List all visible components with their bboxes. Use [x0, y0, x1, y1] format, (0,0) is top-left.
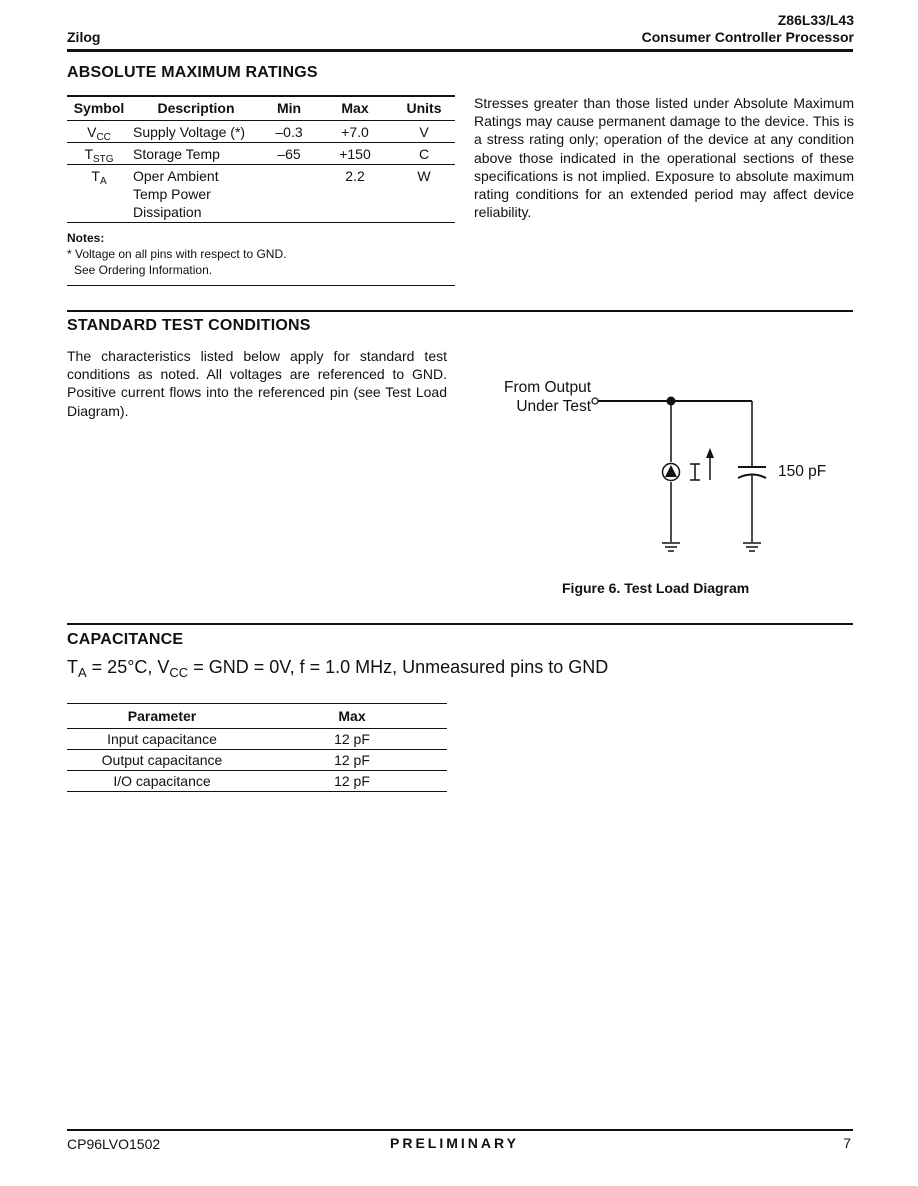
- amr-col-max: Max: [317, 96, 393, 120]
- amr-table: [67, 95, 455, 223]
- note-line: See Ordering Information.: [74, 263, 213, 277]
- amr-col-units: Units: [393, 96, 455, 120]
- ground-icon: [662, 543, 680, 551]
- header-rule: [67, 49, 853, 52]
- note-line: * Voltage on all pins with respect to GND.: [67, 247, 287, 261]
- figure-caption: Figure 6. Test Load Diagram: [562, 580, 750, 596]
- stress-paragraph: Stresses greater than those listed under Absolute Maximum Ratings may cause permanent damage to the device. This is a stress rating only; operation of the device at any condition above those indicated in the operational sections of these specifications is not implied. Exposure to absolute maximum rating conditions for an extended period may affect device reliability.: [474, 95, 854, 221]
- cap-max: 12 pF: [257, 750, 447, 771]
- cap-parameter: Output capacitance: [67, 750, 257, 771]
- amr-notes: [67, 230, 455, 278]
- amr-symbol: $T_{STG}$: [67, 142, 131, 164]
- ground-icon: [743, 543, 761, 551]
- cap-parameter: I/O capacitance: [113, 773, 211, 789]
- test-load-diagram: [490, 370, 850, 570]
- amr-description: Supply Voltage (*): [131, 120, 261, 142]
- cap-title: CAPACITANCE: [67, 631, 184, 648]
- amr-symbol: $V_{CC}$: [67, 120, 131, 142]
- cap-col-parameter: Parameter: [67, 704, 257, 729]
- amr-max: +150: [317, 142, 393, 164]
- footer-status: PRELIMINARY: [390, 1135, 519, 1151]
- amr-min: –65: [261, 142, 317, 164]
- cap-max: 12 pF: [334, 773, 370, 789]
- stc-rule: [67, 310, 853, 312]
- amr-description: Storage Temp: [131, 142, 261, 164]
- cap-conditions: $T_A = 25^\circ C$, $V_{CC}$ = GND = 0V, f = 1.0 MHz, Unmeasured pins to GND: [67, 657, 609, 680]
- amr-symbol: $T_A$: [67, 164, 131, 222]
- amr-col-min: Min: [261, 96, 317, 120]
- amr-max: 2.2: [317, 164, 393, 222]
- header-product-block: [642, 12, 854, 46]
- table-row: [67, 750, 447, 771]
- amr-col-description: Description: [131, 96, 261, 120]
- diagram-label-line2: Under Test: [516, 398, 591, 415]
- notes-label: Notes:: [67, 231, 105, 245]
- output-pin-node: [592, 398, 598, 404]
- footer-doc-id: CP96LVO1502: [67, 1136, 161, 1152]
- table-row: [67, 729, 447, 750]
- cap-parameter: Input capacitance: [67, 729, 257, 750]
- amr-col-symbol: Symbol: [67, 96, 131, 120]
- header-part-number: Z86L33/L43: [777, 12, 854, 28]
- cap-table: [67, 703, 447, 792]
- cap-max: 12 pF: [257, 729, 447, 750]
- amr-min: [261, 164, 317, 222]
- cap-rule: [67, 623, 853, 625]
- amr-description: Oper Ambient Temp Power Dissipation: [131, 164, 261, 222]
- footer-rule: [67, 1129, 853, 1131]
- cap-col-max: Max: [257, 704, 447, 729]
- table-row: [67, 142, 455, 164]
- header-company: Zilog: [67, 29, 101, 45]
- header-product-name: Consumer Controller Processor: [641, 29, 854, 45]
- stc-paragraph: The characteristics listed below apply for standard test conditions as noted. All voltages are referenced to GND. Positive current flows into the referenced pin (see Test Load Diagram).: [67, 348, 447, 419]
- amr-unit: W: [393, 164, 455, 222]
- amr-unit: C: [393, 142, 455, 164]
- amr-min: –0.3: [261, 120, 317, 142]
- amr-title: ABSOLUTE MAXIMUM RATINGS: [67, 64, 318, 81]
- table-row: [67, 120, 455, 142]
- stc-title: STANDARD TEST CONDITIONS: [67, 317, 311, 334]
- diagram-label-line1: From Output: [504, 379, 591, 396]
- amr-max: +7.0: [317, 120, 393, 142]
- footer-page-number: 7: [843, 1135, 851, 1151]
- amr-bottom-rule: [67, 285, 455, 286]
- table-row: [67, 771, 447, 792]
- table-row: [67, 164, 455, 222]
- amr-unit: V: [393, 120, 455, 142]
- capacitor-value-label: 150 pF: [778, 463, 827, 480]
